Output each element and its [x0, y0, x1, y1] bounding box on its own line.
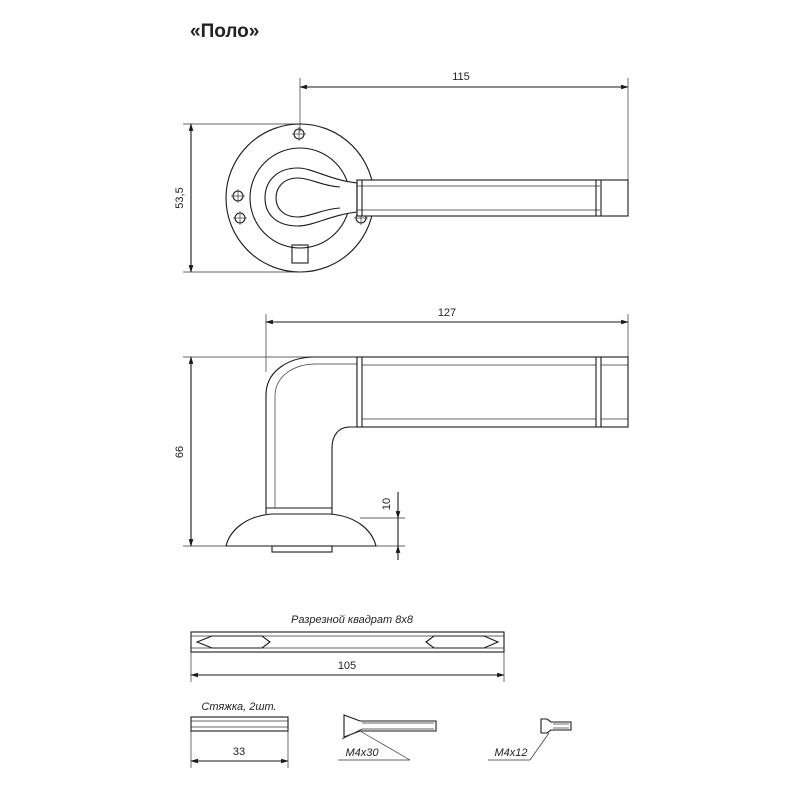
top-view — [174, 71, 628, 272]
lever-bar-top — [357, 180, 628, 216]
spindle-caption: Разрезной квадрат 8х8 — [291, 614, 413, 626]
spindle-part — [191, 614, 504, 682]
dimension-rosette-diameter: 53,5 — [174, 187, 186, 209]
dimension-rosette-height: 10 — [381, 497, 393, 511]
screw-long-body — [344, 715, 436, 737]
connector-bar — [191, 717, 288, 731]
spindle-bar — [191, 632, 504, 652]
screw-short-body — [541, 719, 571, 733]
handle-neck-top — [265, 168, 357, 226]
screw-m4x12 — [488, 719, 571, 760]
screw-long-label: M4x30 — [345, 747, 379, 759]
dimension-spindle-length: 105 — [337, 660, 357, 672]
screw-m4x30 — [338, 715, 436, 760]
connector-caption: Стяжка, 2шт. — [201, 701, 277, 713]
dimension-side-height: 66 — [174, 445, 186, 459]
dimension-side-length: 127 — [437, 307, 457, 319]
screw-short-label: M4x12 — [494, 747, 528, 759]
dimension-connector-length: 33 — [232, 746, 246, 758]
connector-part — [191, 701, 288, 768]
lever-bar-side — [357, 357, 628, 427]
drawing-title: «Поло» — [190, 21, 260, 42]
rosette-base-side — [226, 514, 376, 546]
dimension-top-length: 115 — [452, 71, 470, 83]
side-view — [174, 307, 628, 560]
